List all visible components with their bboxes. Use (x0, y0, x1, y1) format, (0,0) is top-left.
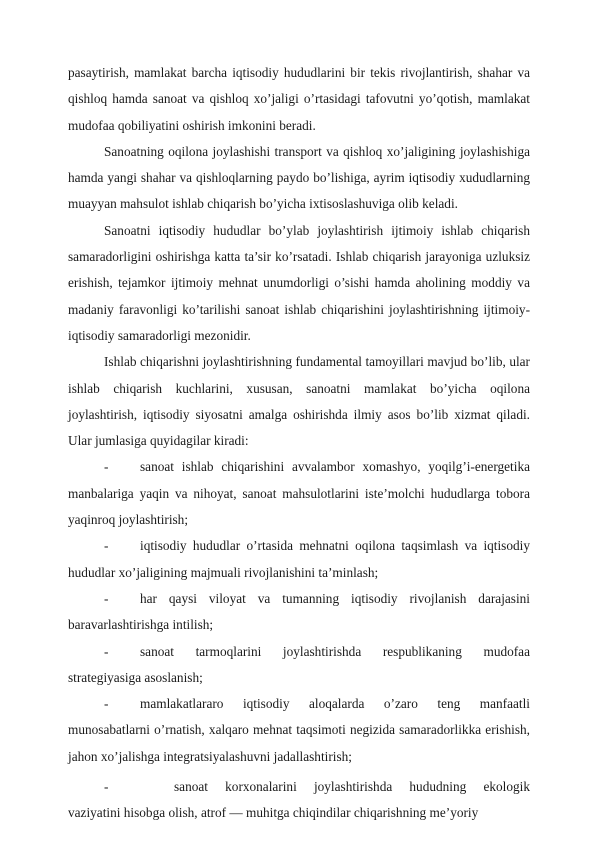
list-item-text: har qaysi viloyat va tumanning iqtisodiy rivojlanish darajasini baravarlashtirishga intilish; (68, 590, 530, 633)
paragraph-continuation: pasaytirish, mamlakat barcha iqtisodiy hududlarini bir tekis rivojlantirish, shahar va qishloq hamda sanoat va qishloq xo’jaligi o’rtasidagi tafovutni yo’qotish, mamlakat mudofaa qobiliyatini oshirish imkonini beradi. (68, 65, 530, 133)
list-item (68, 454, 530, 533)
list-item (68, 533, 530, 586)
list-marker: - (104, 696, 109, 712)
list-item (68, 774, 530, 827)
body-text (68, 60, 530, 827)
list-marker: - (104, 779, 109, 795)
list-marker: - (104, 643, 109, 659)
list-marker: - (104, 459, 109, 475)
list-item (68, 639, 530, 692)
list-item-text: iqtisodiy hududlar o’rtasida mehnatni oqilona taqsimlash va iqtisodiy hududlar xo’jaligining majmuali rivojlanishini ta’minlash; (68, 538, 530, 580)
list-marker: - (104, 538, 109, 554)
list-marker: - (104, 590, 109, 606)
paragraph: Ishlab chiqarishni joylashtirishning fundamental tamoyillari mavjud bo’lib, ular ishlab chiqarish kuchlarini, xususan, sanoatni mamlakat bo’yicha oqilona joylashtirish, iqtisodiy siyosatni amalga oshirishda ilmiy asos bo’lib xizmat qiladi. Ular jumlasiga quyidagilar kiradi: (68, 354, 530, 449)
paragraph: Sanoatni iqtisodiy hududlar bo’ylab joylashtirish ijtimoiy ishlab chiqarish samaradorligini oshirishga katta ta’sir ko’rsatadi. Ishlab chiqarish jarayoniga uzluksiz erishish, tejamkor ijtimoiy mehnat unumdorligi o’sishi hamda aholining moddiy va madaniy faravonligi ko’tarilishi sanoat ishlab chiqarishini joylashtirishning ijtimoiy-iqtisodiy samaradorligi mezonidir. (68, 222, 530, 343)
list-item-text: sanoat tarmoqlarini joylashtirishda respublikaning mudofaa strategiyasiga asoslanish; (68, 643, 530, 685)
list-item-text: sanoat korxonalarini joylashtirishda hududning ekologik vaziyatini hisobga olish, atrof — muhitga chiqindilar chiqarishning me’yoriy (68, 779, 530, 821)
list-item (68, 691, 530, 770)
paragraph: Sanoatning oqilona joylashishi transport va qishloq xo’jaligining joylashishiga hamda yangi shahar va qishloqlarning paydo bo’lishiga, ayrim iqtisodiy xududlarning muayyan mahsulot ishlab chiqarish bo’yicha ixtisoslashuviga olib keladi. (68, 143, 530, 212)
list-item-text: mamlakatlararo iqtisodiy aloqalarda o’zaro teng manfaatli munosabatlarni o’rnatish, xalqaro mehnat taqsimoti negizida samaradorlikka erishish, jahon xo’jalishga integratsiyalashuvni jadallashtirish; (68, 696, 530, 764)
list-item (68, 586, 530, 639)
list-item-text: sanoat ishlab chiqarishini avvalambor xomashyo, yoqilg’i-energetika manbalariga yaqin va nihoyat, sanoat mahsulotlarini iste’molchi hududlarga tobora yaqinroq joylashtirish; (68, 459, 530, 528)
